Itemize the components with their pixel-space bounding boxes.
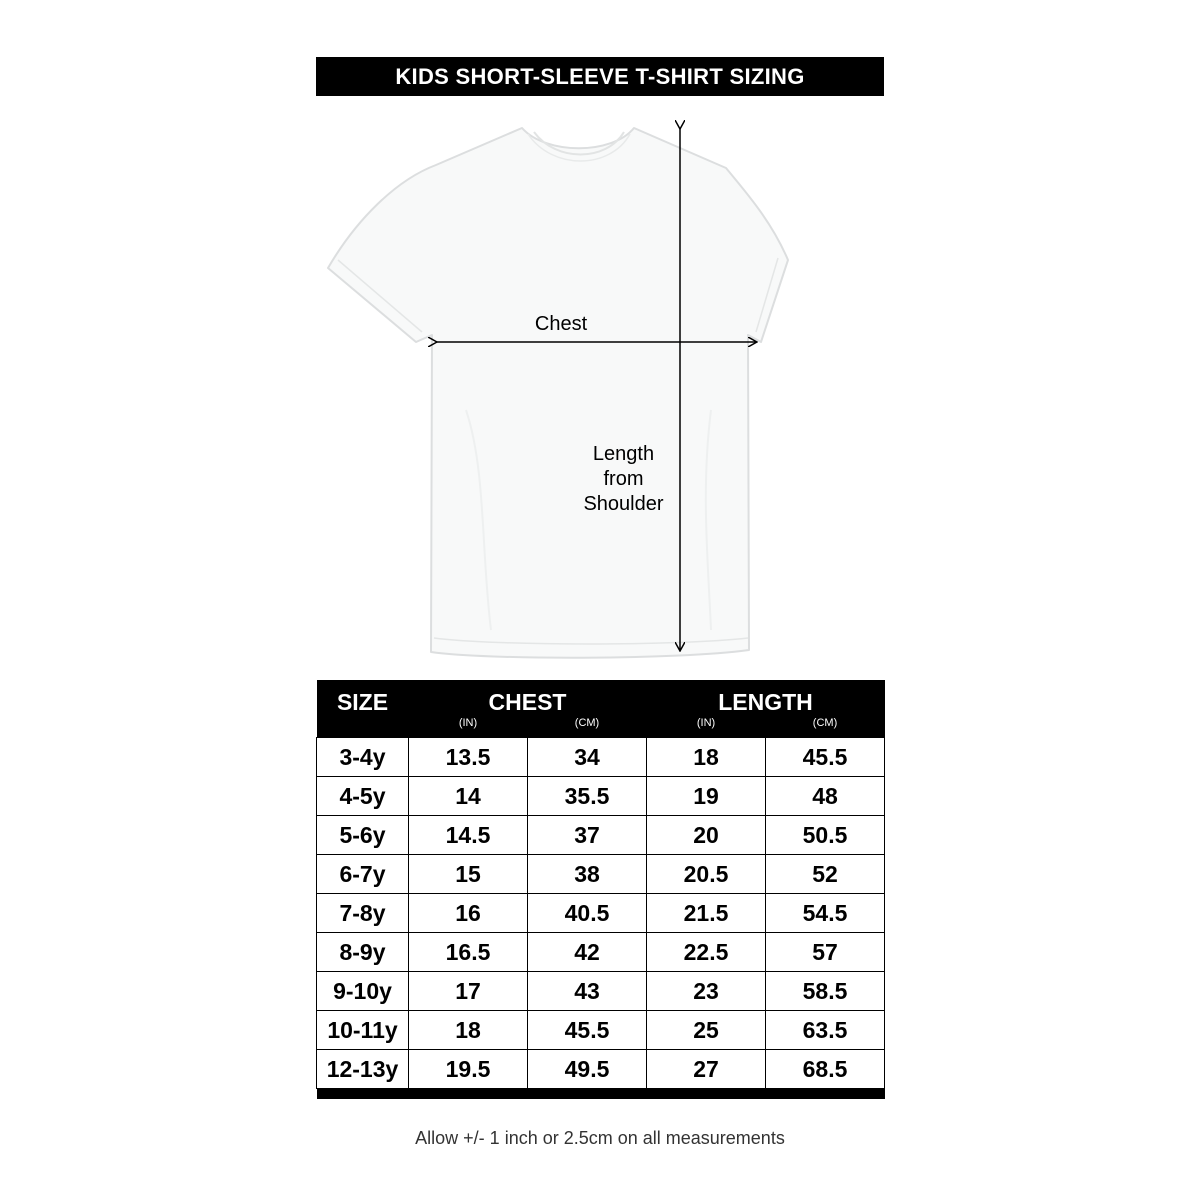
chest-header: CHEST <box>409 680 647 716</box>
page-title: KIDS SHORT-SLEEVE T-SHIRT SIZING <box>316 57 884 96</box>
table-row <box>317 855 885 894</box>
measurement-cell: 16.5 <box>409 933 528 972</box>
tshirt-illustration <box>316 110 884 670</box>
size-cell: 9-10y <box>317 972 409 1011</box>
unit-header: (CM) <box>766 716 885 738</box>
measurement-cell: 25 <box>647 1011 766 1050</box>
measurement-cell: 54.5 <box>766 894 885 933</box>
size-cell: 3-4y <box>317 738 409 777</box>
measurement-cell: 37 <box>528 816 647 855</box>
measurement-cell: 38 <box>528 855 647 894</box>
measurement-cell: 34 <box>528 738 647 777</box>
measurement-cell: 48 <box>766 777 885 816</box>
size-cell: 7-8y <box>317 894 409 933</box>
measurement-cell: 63.5 <box>766 1011 885 1050</box>
measurement-cell: 35.5 <box>528 777 647 816</box>
measurement-cell: 16 <box>409 894 528 933</box>
unit-header-blank <box>317 716 409 738</box>
table-row <box>317 972 885 1011</box>
length-header: LENGTH <box>647 680 885 716</box>
measurement-cell: 14 <box>409 777 528 816</box>
measurement-cell: 57 <box>766 933 885 972</box>
size-table <box>316 680 885 1099</box>
measurement-cell: 43 <box>528 972 647 1011</box>
table-row <box>317 1050 885 1089</box>
table-row <box>317 816 885 855</box>
size-cell: 8-9y <box>317 933 409 972</box>
measurement-cell: 49.5 <box>528 1050 647 1089</box>
measurement-cell: 23 <box>647 972 766 1011</box>
unit-header: (IN) <box>647 716 766 738</box>
measurement-cell: 17 <box>409 972 528 1011</box>
unit-header: (CM) <box>528 716 647 738</box>
measurement-cell: 40.5 <box>528 894 647 933</box>
measurement-cell: 20 <box>647 816 766 855</box>
length-label-line: from <box>603 468 644 490</box>
table-row <box>317 933 885 972</box>
measurement-cell: 52 <box>766 855 885 894</box>
unit-header: (IN) <box>409 716 528 738</box>
measurement-cell: 45.5 <box>766 738 885 777</box>
tshirt-shape <box>328 128 788 658</box>
measurement-cell: 18 <box>647 738 766 777</box>
size-header: SIZE <box>317 680 409 716</box>
measurement-cell: 27 <box>647 1050 766 1089</box>
size-cell: 6-7y <box>317 855 409 894</box>
length-label-line: Length <box>592 443 655 465</box>
measurement-cell: 19.5 <box>409 1050 528 1089</box>
measurement-cell: 21.5 <box>647 894 766 933</box>
measurement-note: Allow +/- 1 inch or 2.5cm on all measurements <box>415 1128 785 1148</box>
table-row <box>317 894 885 933</box>
table-row <box>317 777 885 816</box>
measurement-cell: 68.5 <box>766 1050 885 1089</box>
size-cell: 10-11y <box>317 1011 409 1050</box>
table-footer-bar <box>317 1089 885 1100</box>
measurement-cell: 14.5 <box>409 816 528 855</box>
measurement-cell: 20.5 <box>647 855 766 894</box>
measurement-cell: 15 <box>409 855 528 894</box>
table-row <box>317 1011 885 1050</box>
measurement-cell: 19 <box>647 777 766 816</box>
measurement-cell: 42 <box>528 933 647 972</box>
measurement-cell: 22.5 <box>647 933 766 972</box>
size-cell: 4-5y <box>317 777 409 816</box>
chest-label: Chest <box>534 313 588 335</box>
tshirt-diagram <box>316 110 884 670</box>
measurement-cell: 13.5 <box>409 738 528 777</box>
measurement-cell: 18 <box>409 1011 528 1050</box>
length-label <box>571 442 676 517</box>
measurement-cell: 50.5 <box>766 816 885 855</box>
length-label-line: Shoulder <box>583 493 664 515</box>
table-row <box>317 738 885 777</box>
measurement-cell: 58.5 <box>766 972 885 1011</box>
size-cell: 5-6y <box>317 816 409 855</box>
measurement-cell: 45.5 <box>528 1011 647 1050</box>
size-cell: 12-13y <box>317 1050 409 1089</box>
